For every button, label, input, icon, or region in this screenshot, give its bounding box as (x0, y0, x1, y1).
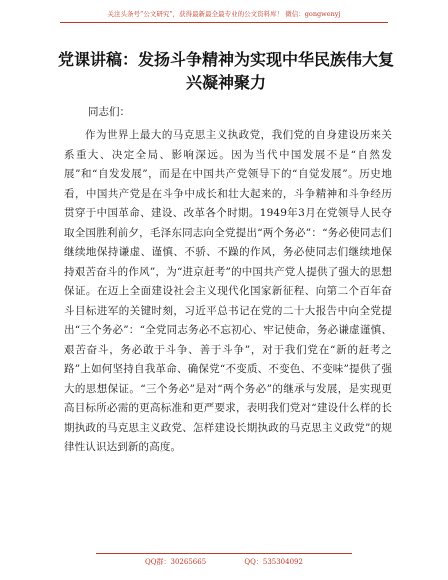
page-title: 党课讲稿：发扬斗争精神为实现中华民族伟大复兴凝神聚力 (57, 50, 394, 92)
body-paragraph: 作为世界上最大的马克思主义执政党，我们党的自身建设历来关系重大、决定全局、影响深远。因为当代中国发展不是“自然发展”和“自发发展”，而是在中国共产党领导下的“自觉发展”。历史地看，中国共产党是在斗争中成长和壮大起来的，斗争精神和斗争经历贯穿于中国革命、建设、改革各个时期。1949年3月在党领导人民夺取全国胜利前夕，毛泽东同志向全党提出“两个务必”：“务必使同志们继续地保持谦虚、谨慎、不骄、不躁的作风，务必使同志们继续地保持艰苦奋斗的作风”，为“进京赶考”的中国共产党人提供了强大的思想保证。在迈上全面建设社会主义现代化国家新征程、向第二个百年奋斗目标进军的关键时刻，习近平总书记在党的二十大报告中向全党提出“三个务必”：“全党同志务必不忘初心、牢记使命，务必谦虚谨慎、艰苦奋斗，务必敢于斗争、善于斗争”，对于我们党在“新的赶考之路”上如何坚持自我革命、确保党“不变质、不变色、不变味”提供了强大的思想保证。“三个务必”是对“两个务必”的继承与发展，是实现更高目标所必需的更高标准和更严要求，表明我们党对“建设什么样的长期执政的马克思主义政党、怎样建设长期执政的马克思主义政党”的规律性认识达到新的高度。 (64, 129, 392, 453)
page-footer (0, 556, 448, 568)
footer-qq-group: QQ群：30265665 (145, 558, 207, 566)
footer-qq: QQ：535304092 (244, 558, 303, 566)
header-text: 关注头条号“公文研究”，获得最新最全最专业的公文资料库！ 微信：gongwenyj (107, 10, 341, 18)
salutation: 同志们： (88, 106, 130, 118)
page-header (60, 8, 388, 23)
footer-divider (96, 553, 352, 554)
